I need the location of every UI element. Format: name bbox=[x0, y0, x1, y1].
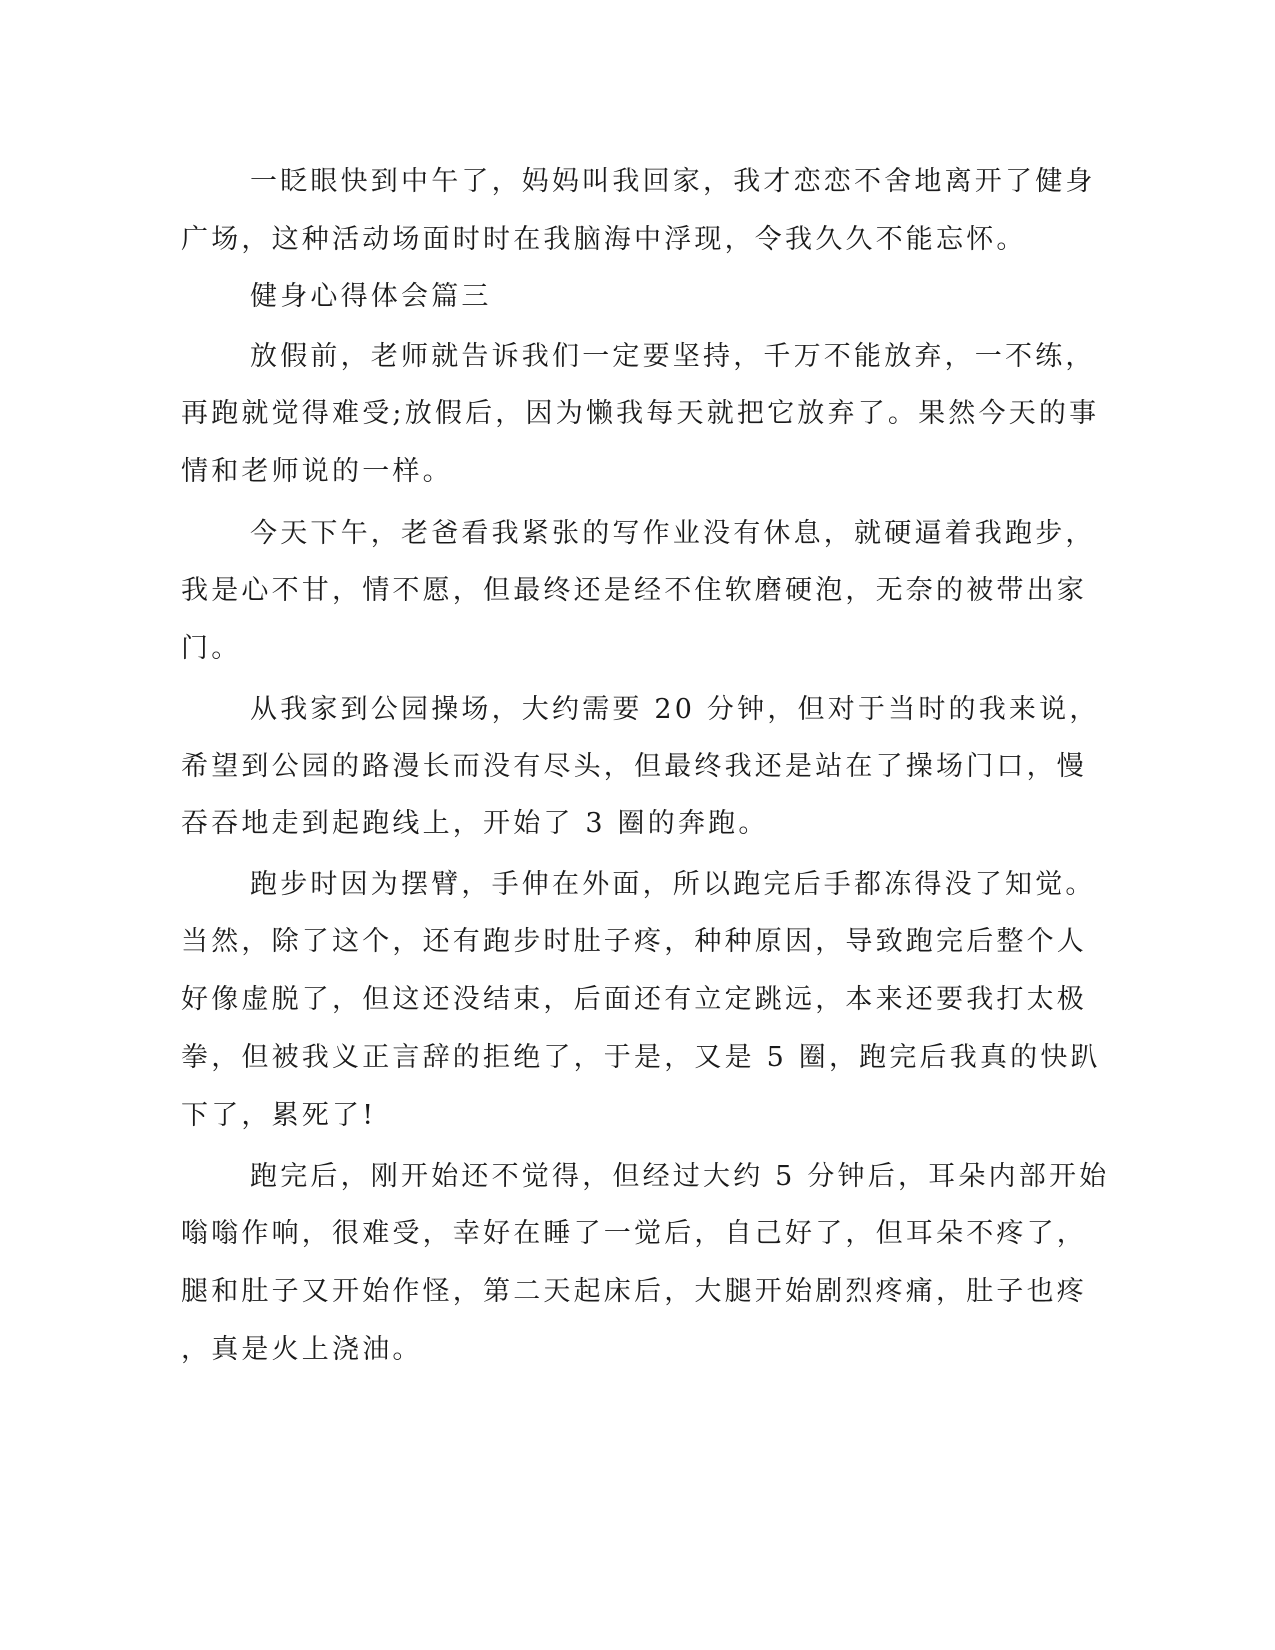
text-line: 一眨眼快到中午了，妈妈叫我回家，我才恋恋不舍地离开了健身 bbox=[250, 166, 1096, 197]
text-line: 广场，这种活动场面时时在我脑海中浮现，令我久久不能忘怀。 bbox=[181, 224, 1027, 255]
text-line: 再跑就觉得难受;放假后，因为懒我每天就把它放弃了。果然今天的事 bbox=[181, 398, 1100, 429]
text-line: 跑步时因为摆臂，手伸在外面，所以跑完后手都冻得没了知觉。 bbox=[250, 869, 1096, 900]
text-line: 吞吞地走到起跑线上，开始了 3 圈的奔跑。 bbox=[181, 808, 769, 839]
text-line: 拳，但被我义正言辞的拒绝了，于是，又是 5 圈，跑完后我真的快趴 bbox=[181, 1042, 1101, 1073]
text-line: 今天下午，老爸看我紧张的写作业没有休息，就硬逼着我跑步， bbox=[250, 518, 1096, 549]
text-line: 门。 bbox=[181, 633, 242, 664]
text-line: 我是心不甘，情不愿，但最终还是经不住软磨硬泡，无奈的被带出家 bbox=[181, 575, 1087, 606]
text-line: 放假前，老师就告诉我们一定要坚持，千万不能放弃，一不练， bbox=[250, 341, 1096, 372]
text-line: 跑完后，刚开始还不觉得，但经过大约 5 分钟后，耳朵内部开始 bbox=[250, 1161, 1110, 1192]
text-line: 腿和肚子又开始作怪，第二天起床后，大腿开始剧烈疼痛，肚子也疼 bbox=[181, 1276, 1087, 1307]
text-line: 情和老师说的一样。 bbox=[181, 456, 453, 487]
text-line: 希望到公园的路漫长而没有尽头，但最终我还是站在了操场门口，慢 bbox=[181, 751, 1087, 782]
text-line: ，真是火上浇油。 bbox=[181, 1334, 423, 1365]
text-line: 当然，除了这个，还有跑步时肚子疼，种种原因，导致跑完后整个人 bbox=[181, 926, 1087, 957]
section-heading: 健身心得体会篇三 bbox=[250, 281, 492, 312]
text-line: 下了，累死了! bbox=[181, 1100, 377, 1131]
text-line: 好像虚脱了，但这还没结束，后面还有立定跳远，本来还要我打太极 bbox=[181, 984, 1087, 1015]
text-line: 嗡嗡作响，很难受，幸好在睡了一觉后，自己好了，但耳朵不疼了， bbox=[181, 1218, 1087, 1249]
text-line: 从我家到公园操场，大约需要 20 分钟，但对于当时的我来说， bbox=[250, 694, 1100, 725]
